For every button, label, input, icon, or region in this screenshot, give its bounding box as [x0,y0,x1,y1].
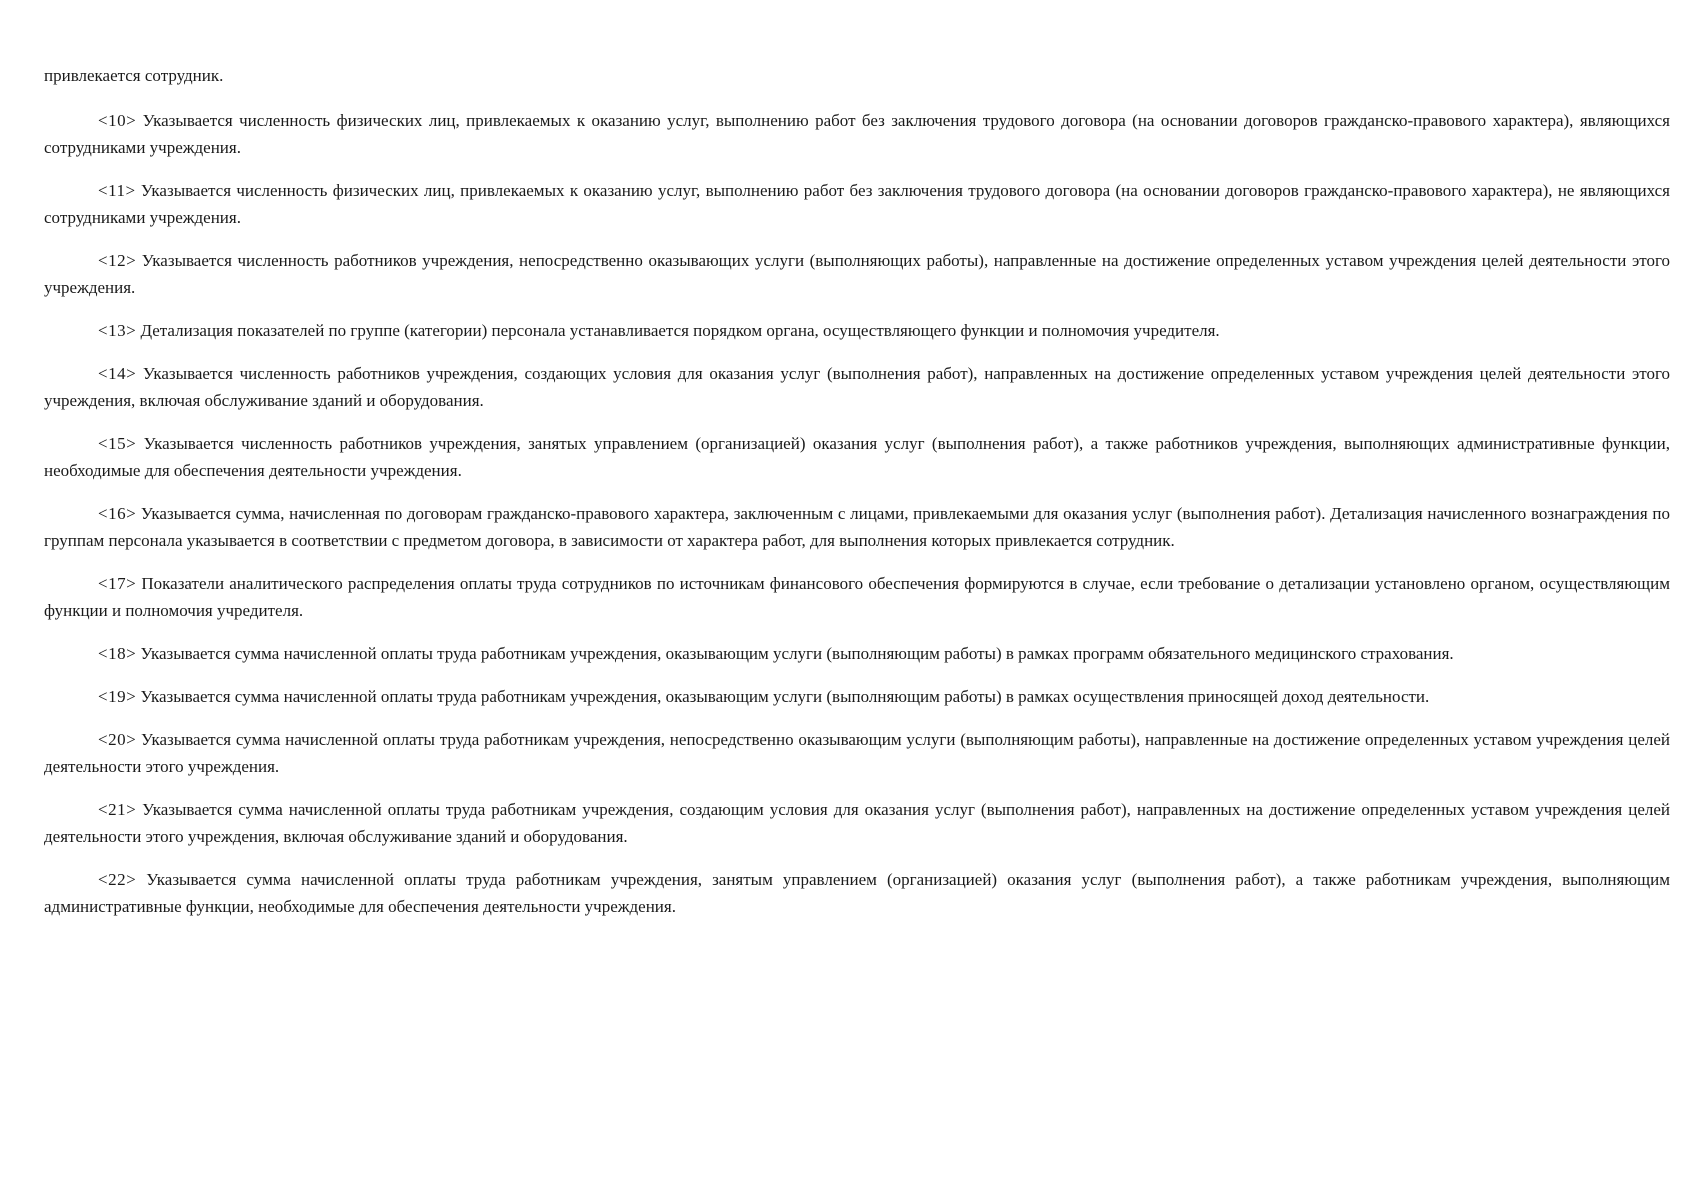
continuation-text: привлекается сотрудник. [44,66,224,85]
footnote-12 [44,247,1670,301]
footnote-17 [44,570,1670,624]
footnote-13 [44,317,1670,344]
footnote-16 [44,500,1670,554]
footnote-19 [44,683,1670,710]
footnote-text: Указывается численность физических лиц, привлекаемых к оказанию услуг, выполнению работ без заключения трудового договора (на основании договоров гражданско-правового характера), являющихся сотрудниками учреждения. [44,111,1671,157]
footnote-ref: <14> [98,364,137,383]
footnote-15 [44,430,1670,484]
footnote-text: Указывается сумма, начисленная по договорам гражданско-правового характера, заключенным с лицами, привлекаемыми для оказания услуг (выполнения работ). Детализация начисленного вознаграждения по группам персонала указывается в соответствии с предметом договора, в зависимости от характера работ, для выполнения которых привлекается сотрудник. [44,504,1670,550]
footnote-text: Указывается сумма начисленной оплаты труда работникам учреждения, оказывающим услуги (выполняющим работы) в рамках программ обязательного медицинского страхования. [140,644,1454,663]
footnote-text: Указывается сумма начисленной оплаты труда работникам учреждения, непосредственно оказывающим услуги (выполняющим работы), направленные на достижение определенных уставом учреждения целей деятельности этого учреждения. [44,730,1670,776]
footnote-text: Указывается сумма начисленной оплаты труда работникам учреждения, создающим условия для оказания услуг (выполнения работ), направленных на достижение определенных уставом учреждения целей деятельности этого учреждения, включая обслуживание зданий и оборудования. [44,800,1670,846]
footnote-text: Указывается численность работников учреждения, непосредственно оказывающих услуги (выполняющих работы), направленные на достижение определенных уставом учреждения целей деятельности этого учреждения. [44,251,1671,297]
footnote-ref: <11> [98,181,136,200]
footnote-20 [44,726,1670,780]
footnote-text: Указывается численность работников учреждения, занятых управлением (организацией) оказания услуг (выполнения работ), а также работников учреждения, выполняющих административные функции, необходимые для обеспечения деятельности учреждения. [44,434,1671,480]
footnote-ref: <20> [98,730,137,749]
footnote-text: Указывается численность физических лиц, привлекаемых к оказанию услуг, выполнению работ без заключения трудового договора (на основании договоров гражданско-правового характера), не являющихся сотрудниками учреждения. [44,181,1670,227]
document-page [44,62,1670,936]
footnote-ref: <18> [98,644,137,663]
footnote-text: Указывается численность работников учреждения, создающих условия для оказания услуг (выполнения работ), направленных на достижение определенных уставом учреждения целей деятельности этого учреждения, включая обслуживание зданий и оборудования. [44,364,1671,410]
footnote-21 [44,796,1670,850]
footnote-text: Показатели аналитического распределения оплаты труда сотрудников по источникам финансового обеспечения формируются в случае, если требование о детализации установлено органом, осуществляющим функции и полномочия учредителя. [44,574,1671,620]
footnote-ref: <21> [98,800,137,819]
footnote-ref: <13> [98,321,137,340]
footnote-ref: <15> [98,434,137,453]
footnote-ref: <10> [98,111,137,130]
footnote-11 [44,177,1670,231]
footnote-text: Указывается сумма начисленной оплаты труда работникам учреждения, оказывающим услуги (выполняющим работы) в рамках осуществления приносящей доход деятельности. [140,687,1430,706]
footnote-14 [44,360,1670,414]
footnote-ref: <19> [98,687,137,706]
footnote-22 [44,866,1670,920]
footnote-ref: <22> [98,870,137,889]
footnote-ref: <12> [98,251,137,270]
footnote-text: Детализация показателей по группе (категории) персонала устанавливается порядком органа, осуществляющего функции и полномочия учредителя. [140,321,1220,340]
footnote-10 [44,107,1670,161]
footnote-18 [44,640,1670,667]
footnote-text: Указывается сумма начисленной оплаты труда работникам учреждения, занятым управлением (организацией) оказания услуг (выполнения работ), а также работникам учреждения, выполняющим административные функции, необходимые для обеспечения деятельности учреждения. [44,870,1670,916]
footnote-ref: <16> [98,504,137,523]
footnote-ref: <17> [98,574,137,593]
